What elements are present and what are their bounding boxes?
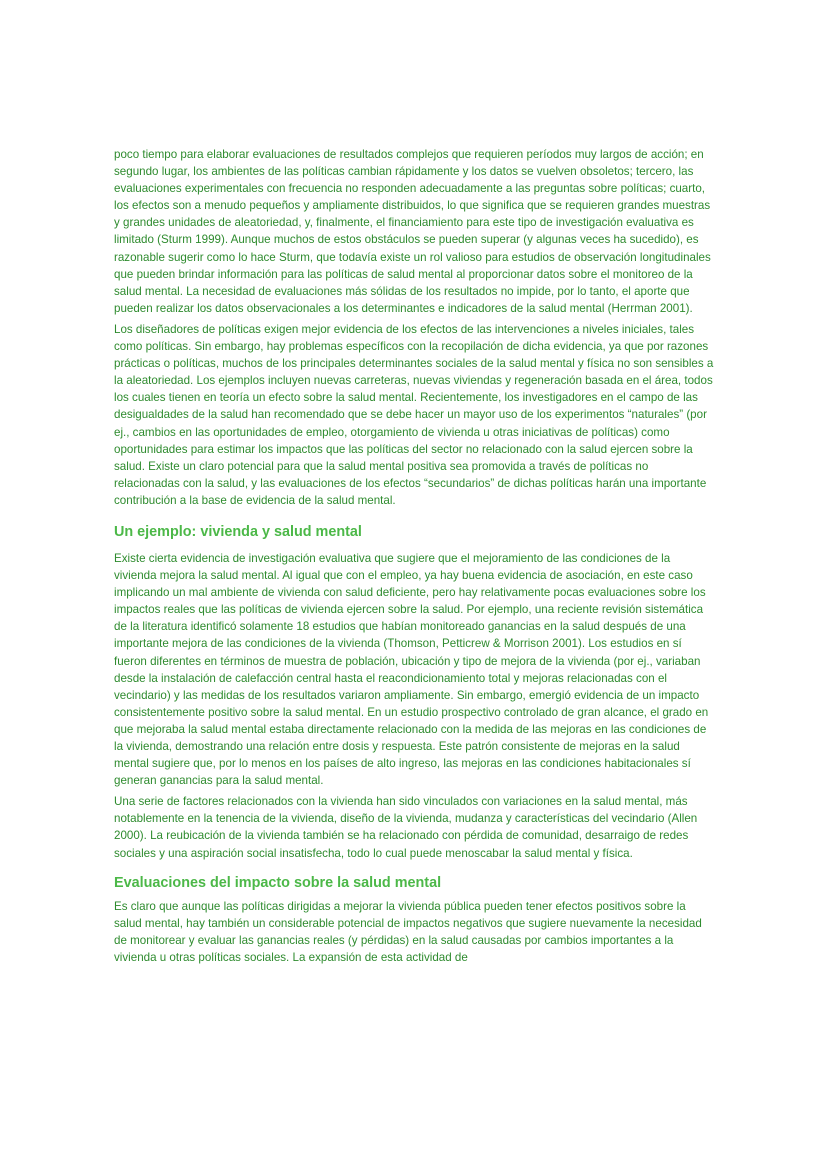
body-paragraph: Es claro que aunque las políticas dirigidas a mejorar la vivienda pública pueden tener efectos positivos sobre la salud mental, hay también un considerable potencial de impactos negativos que sugiere nuevamente la necesidad de monitorear y evaluar las ganancias reales (y pérdidas) en la salud causadas por cambios importantes a la vivienda u otras políticas sociales. La expansión de esta actividad de [114,899,702,964]
section-heading: Evaluaciones del impacto sobre la salud mental [114,874,442,891]
document-page [114,146,714,966]
body-paragraph: Una serie de factores relacionados con la vivienda han sido vinculados con variaciones en la salud mental, más notablemente en la tenencia de la vivienda, diseño de la vivienda, mudanza y características del vecindario (Allen 2000). La reubicación de la vivienda también se ha relacionado con pérdida de comunidad, desarraigo de redes sociales y una aspiración social insatisfecha, todo lo cual puede menoscabar la salud mental y física. [114,795,698,860]
body-paragraph: Existe cierta evidencia de investigación evaluativa que sugiere que el mejoramiento de las condiciones de la vivienda mejora la salud mental. Al igual que con el empleo, ya hay buena evidencia de asociación, en este caso implicando un mal ambiente de vivienda con salud deficiente, pero hay relativamente pocas evaluaciones sobre los impactos reales que las políticas de vivienda ejercen sobre la salud. Por ejemplo, una reciente revisión sistemática de la literatura identificó solamente 18 estudios que habían monitoreado ganancias en la salud después de una importante mejora de las condiciones de la vivienda (Thomson, Petticrew & Morrison 2001). Los estudios en sí fueron diferentes en términos de muestra de población, ubicación y tipo de mejora de la vivienda (por ej., variaban desde la instalación de calefacción central hasta el reacondicionamiento total y mejoras relacionadas con el vecindario) y las medidas de los resultados variaron ampliamente. Sin embargo, emergió evidencia de un impacto consistentemente positivo sobre la salud mental. En un estudio prospectivo controlado de gran alcance, el grado en que mejoraba la salud mental estaba directamente relacionado con la medida de las mejoras en las condiciones de la vivienda, demostrando una relación entre dosis y respuesta. Este patrón consistente de mejoras en la salud mental sugiere que, por lo menos en los países de alto ingreso, las mejoras en las condiciones habitacionales sí generan ganancias para la salud mental. [114,551,709,788]
body-paragraph: poco tiempo para elaborar evaluaciones de resultados complejos que requieren períodos muy largos de acción; en segundo lugar, los ambientes de las políticas cambian rápidamente y los datos se vuelven obsoletos; tercero, las evaluaciones experimentales con frecuencia no responden adecuadamente a las preguntas sobre políticas; cuarto, los efectos son a menudo pequeños y ampliamente distribuidos, lo que significa que se requieren grandes muestras y grandes unidades de aleatoriedad, y, finalmente, el financiamiento para este tipo de investigación evaluativa es limitado (Sturm 1999). Aunque muchos de estos obstáculos se pueden superar (y algunas veces ha sucedido), es razonable sugerir como lo hace Sturm, que todavía existe un rol valioso para estudios de observación longitudinales que pueden brindar información para las políticas de salud mental al proporcionar datos sobre el monitoreo de la salud mental. La necesidad de evaluaciones más sólidas de los resultados no impide, por lo tanto, el aporte que pueden realizar los datos observacionales a los determinantes e indicadores de la salud mental (Herrman 2001). [114,148,711,315]
section-heading: Un ejemplo: vivienda y salud mental [114,523,362,540]
body-paragraph: Los diseñadores de políticas exigen mejor evidencia de los efectos de las intervenciones a niveles iniciales, tales como políticas. Sin embargo, hay problemas específicos con la recopilación de dicha evidencia, ya que por razones prácticas o políticas, muchos de los principales determinantes sociales de la salud mental y física no son sensibles a la aleatoriedad. Los ejemplos incluyen nuevas carreteras, nuevas viviendas y regeneración basada en el área, todos los cuales tienen en teoría un efecto sobre la salud mental. Recientemente, los investigadores en el campo de las desigualdades de la salud han recomendado que se debe hacer un mayor uso de los experimentos “naturales” (por ej., cambios en las oportunidades de empleo, otorgamiento de vivienda u otras iniciativas de políticas) como oportunidades para estimar los impactos que las políticas del sector no relacionado con la salud ejercen sobre la salud. Existe un claro potencial para que la salud mental positiva sea promovida a través de políticas no relacionadas con la salud, y las evaluaciones de los efectos “secundarios” de dichas políticas harán una importante contribución a la base de evidencia de la salud mental. [114,322,714,507]
